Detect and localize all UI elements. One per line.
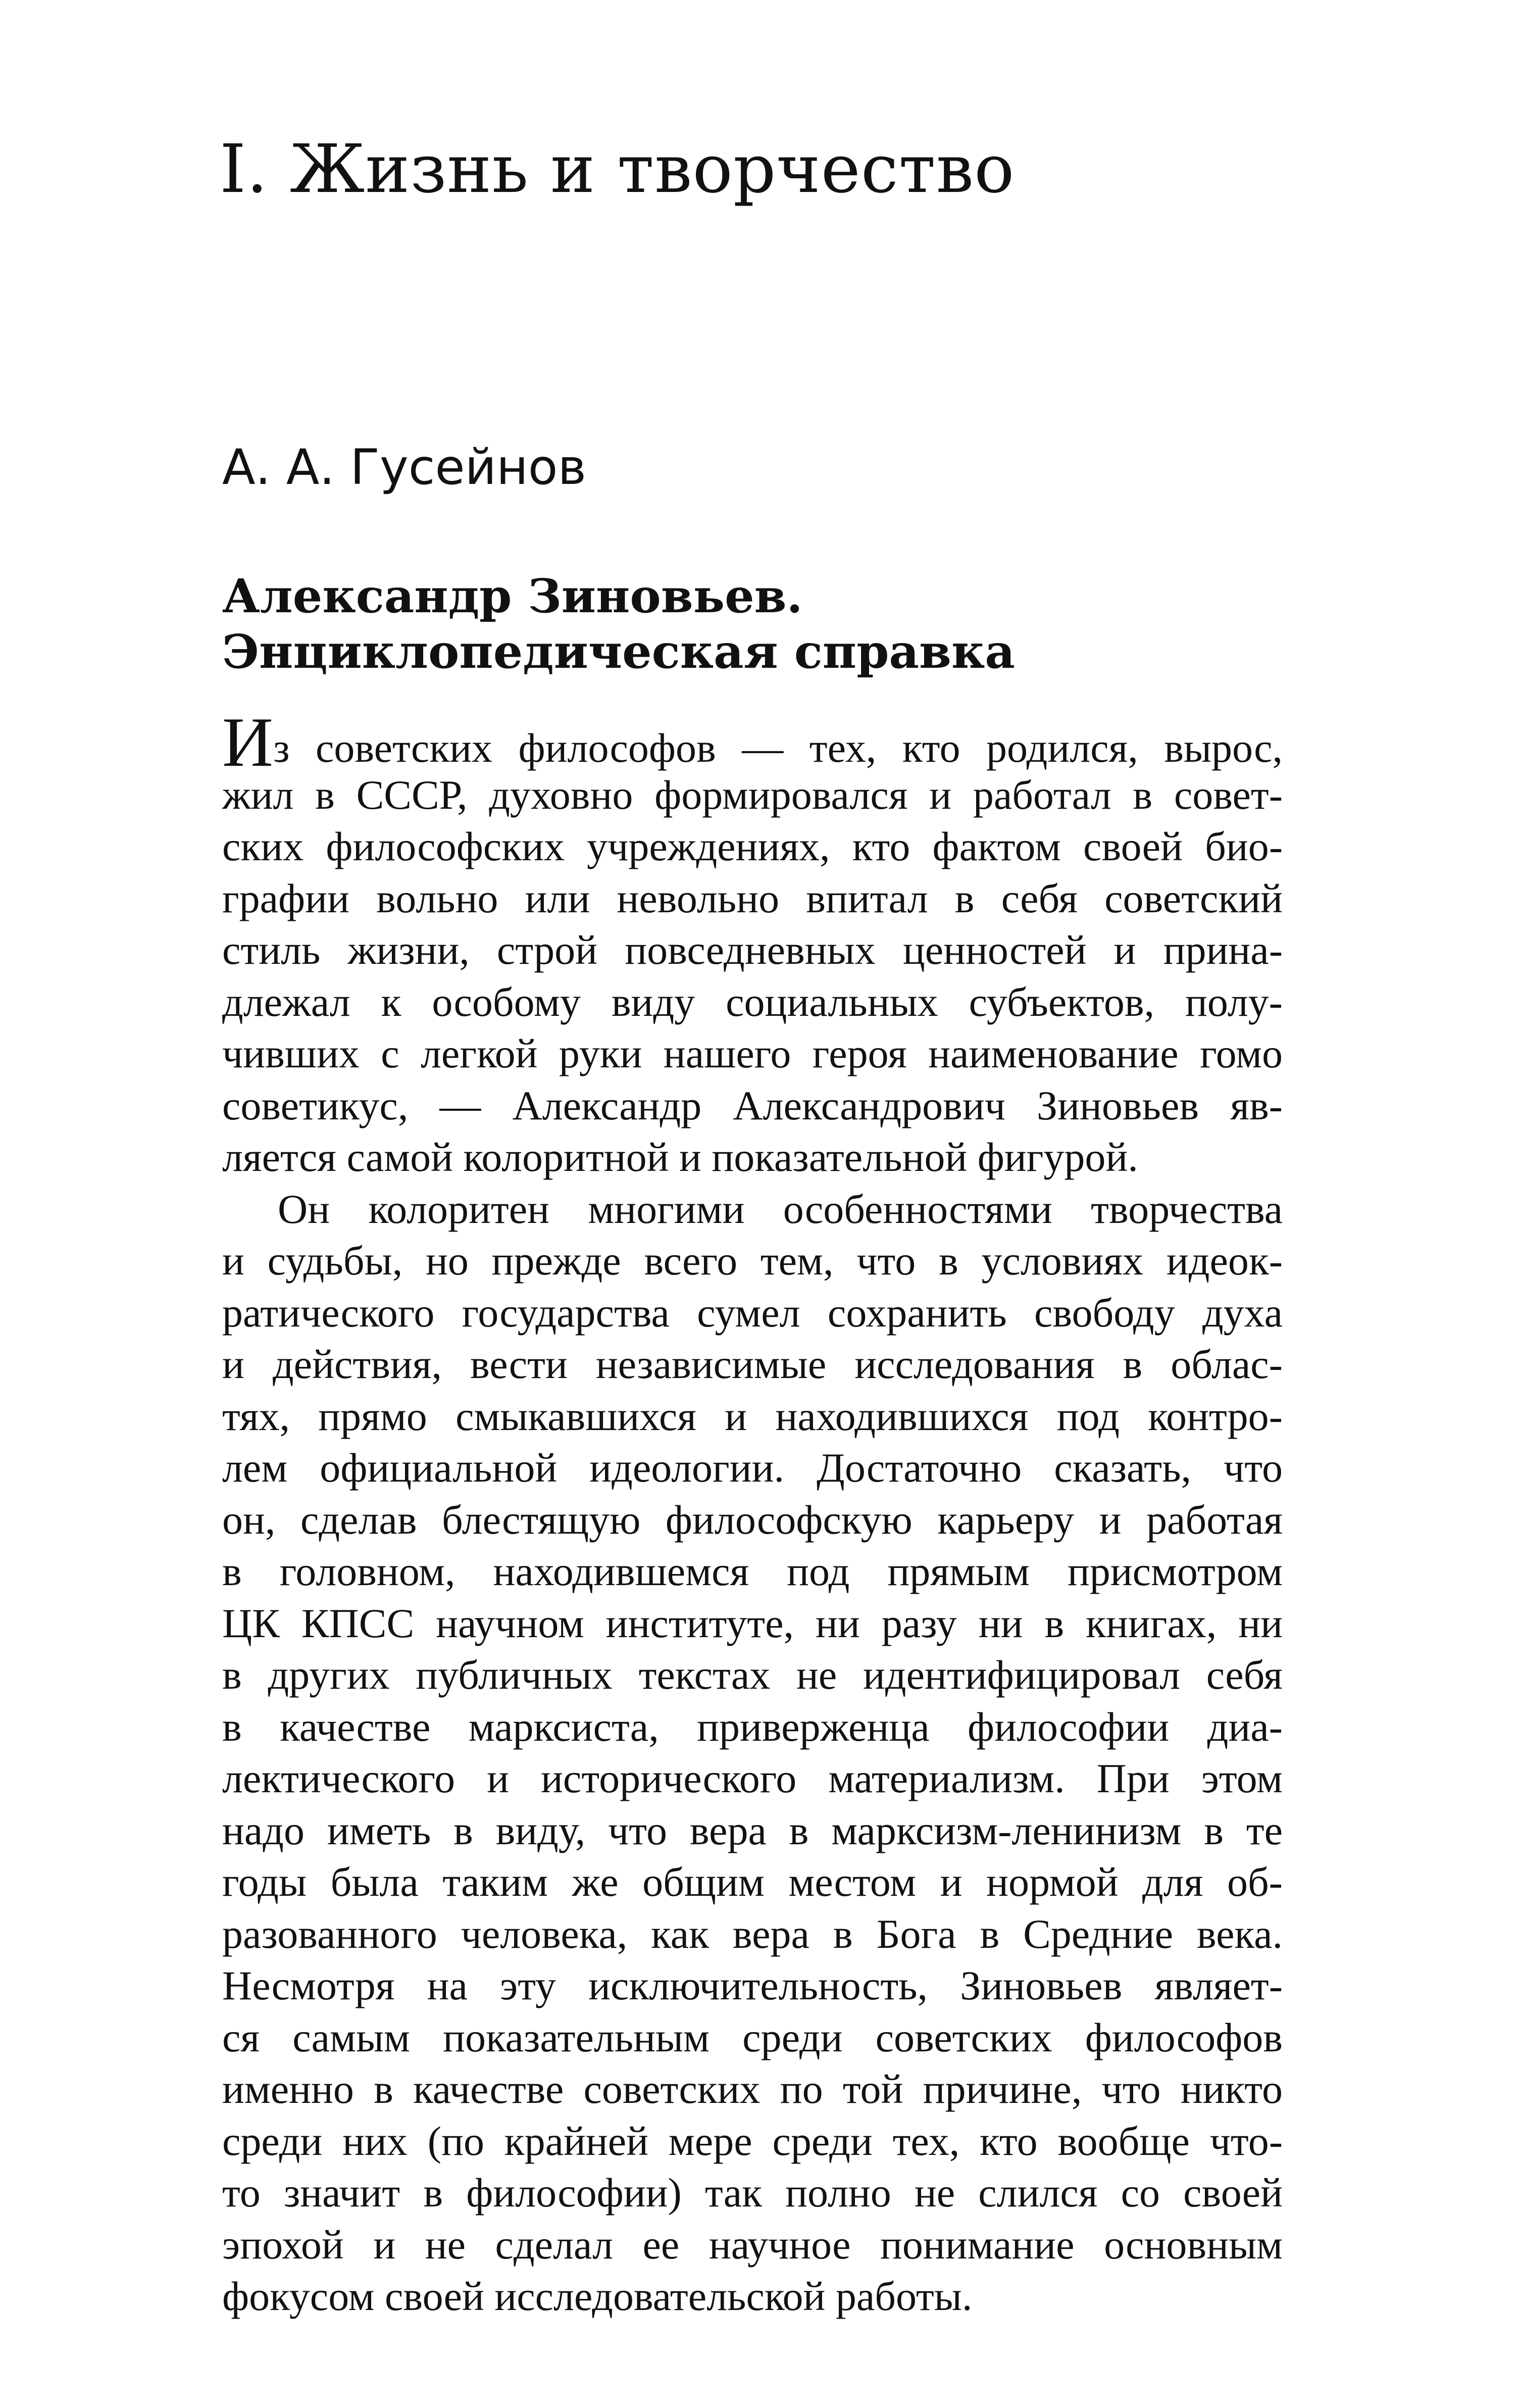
- article-title: [222, 568, 1015, 679]
- text-line: ся самым показательным среди советских философов: [222, 2014, 1283, 2060]
- text-line: лектического и исторического материализм. При этом: [222, 1755, 1283, 1801]
- article-title-line-1: Александр Зиновьев.: [222, 569, 803, 623]
- article-title-line-2: Энциклопедическая справка: [222, 624, 1016, 679]
- text-line: в головном, находившемся под прямым присмотром: [222, 1548, 1283, 1594]
- text-line: ских философских учреждениях, кто фактом своей био-: [222, 823, 1283, 869]
- text-line: ратического государства сумел сохранить свободу духа: [222, 1289, 1283, 1336]
- text-line: фокусом своей исследовательской работы.: [222, 2273, 973, 2319]
- section-title: I. Жизнь и творчество: [220, 130, 1015, 208]
- text-line: жил в СССР, духовно формировался и работал в совет-: [222, 771, 1283, 818]
- text-line: и действия, вести независимые исследования в облас-: [222, 1341, 1283, 1387]
- article-body: [222, 703, 1283, 2323]
- text-line: в других публичных текстах не идентифицировал себя: [222, 1652, 1283, 1698]
- text-line: ЦК КПСС научном институте, ни разу ни в книгах, ни: [222, 1600, 1283, 1646]
- text-line: стиль жизни, строй повседневных ценностей и прина-: [222, 927, 1283, 973]
- text-line: чивших с легкой руки нашего героя наименование гомо: [222, 1030, 1283, 1076]
- text-line: графии вольно или невольно впитал в себя советский: [222, 875, 1283, 921]
- text-line: именно в качестве советских по той причине, что никто: [222, 2066, 1283, 2112]
- text-line: среди них (по крайней мере среди тех, кто вообще что-: [222, 2118, 1283, 2164]
- text-line: лем официальной идеологии. Достаточно сказать, что: [222, 1445, 1283, 1491]
- paragraph-1: [222, 703, 1283, 1184]
- text-line: Он колоритен многими особенностями творчества: [278, 1186, 1283, 1232]
- text-line: [222, 703, 1283, 781]
- text-line: в качестве марксиста, приверженца философии диа-: [222, 1703, 1283, 1750]
- text-line: разованного человека, как вера в Бога в Средние века.: [222, 1910, 1283, 1957]
- text-line: длежал к особому виду социальных субъектов, полу-: [222, 978, 1283, 1025]
- text-line: надо иметь в виду, что вера в марксизм-ленинизм в те: [222, 1807, 1283, 1853]
- paragraph-2: [222, 1184, 1283, 2323]
- text-line: ляется самой колоритной и показательной фигурой.: [222, 1134, 1138, 1180]
- text-line: то значит в философии) так полно не слился со своей: [222, 2170, 1283, 2216]
- author-name: А. А. Гусейнов: [222, 439, 587, 496]
- drop-cap: И: [222, 703, 274, 781]
- text-line: он, сделав блестящую философскую карьеру и работая: [222, 1496, 1283, 1543]
- text-line-content: з советских философов — тех, кто родился, вырос,: [273, 725, 1283, 771]
- text-line: годы была таким же общим местом и нормой для об-: [222, 1859, 1283, 1905]
- text-line: Несмотря на эту исключительность, Зиновьев являет-: [222, 1962, 1283, 2008]
- text-line: эпохой и не сделал ее научное понимание основным: [222, 2221, 1283, 2268]
- text-line: тях, прямо смыкавшихся и находившихся под контро-: [222, 1393, 1283, 1439]
- text-line: и судьбы, но прежде всего тем, что в условиях идеок-: [222, 1238, 1283, 1284]
- text-line: советикус, — Александр Александрович Зиновьев яв-: [222, 1082, 1283, 1128]
